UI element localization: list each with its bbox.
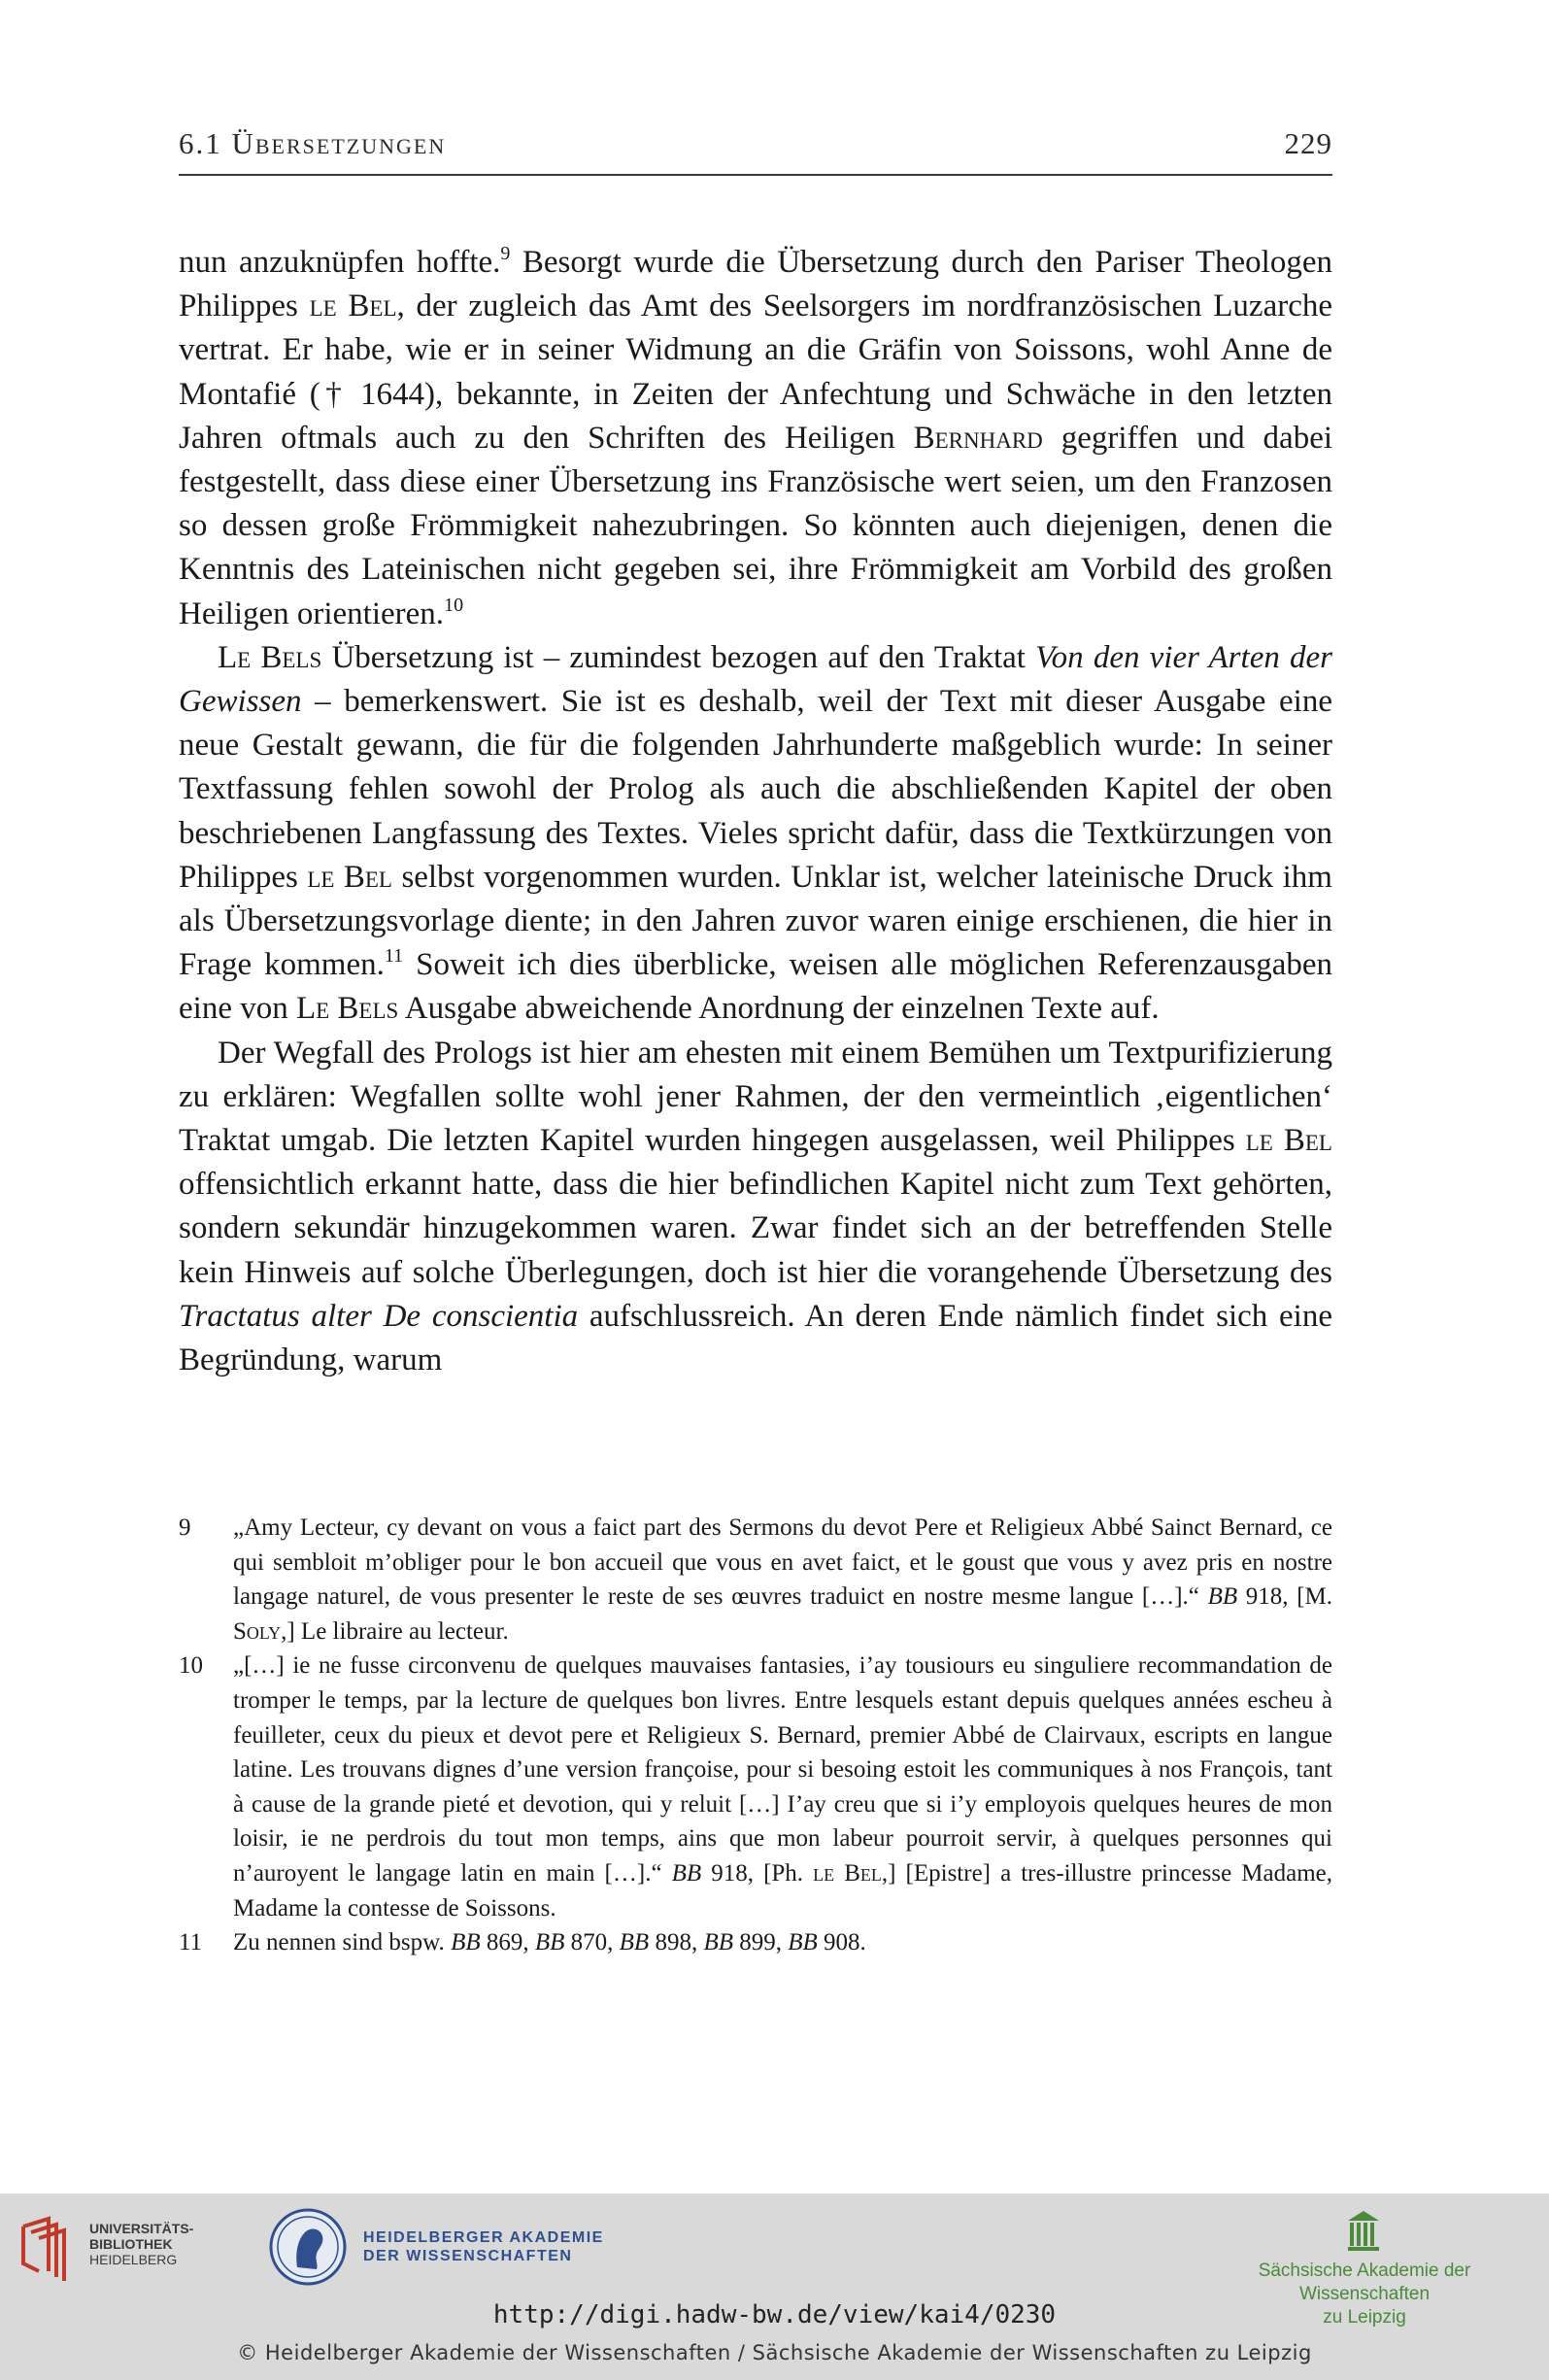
text-run: Soweit ich dies überblicke, weisen alle möglichen Referenzausgaben eine von: [179, 947, 1333, 1027]
ub-line: HEIDELBERG: [89, 2252, 178, 2267]
siglum: BB: [703, 1929, 733, 1956]
text-run: – bemerkenswert. Sie ist es deshalb, weil der Text mit dieser Ausgabe eine neue Gestalt gewann, die für die folgenden Jahrhunderte maßgeblich wurde: In seiner Textfassung fehlen sowohl der Prolog als auch die abschließenden Kapitel der oben beschriebenen Langfassung des Textes. Vieles spricht dafür, dass die Textkürzungen von Philippes: [179, 684, 1332, 895]
hadw-line: DER WISSENSCHAFTEN: [363, 2248, 573, 2264]
footnote-9: [179, 1511, 1332, 1649]
text-run: 918, [Ph.: [701, 1859, 814, 1887]
text-run: Übersetzung ist – zumindest bezogen auf den Traktat: [321, 639, 1036, 675]
footnote-text: [233, 1511, 1332, 1649]
text-run: selbst vorgenommen wurden. Unklar ist, welcher lateinische Druck ihm als Übersetzungsvorlage diente; in den Jahren zuvor waren einige erschienen, die hier in Frage kommen.: [179, 859, 1332, 983]
author-name: Le Bels: [295, 991, 399, 1027]
footnote-number: 9: [179, 1514, 191, 1541]
hadw-logo-text: [363, 2228, 604, 2265]
text-run: 869,: [480, 1929, 535, 1956]
author-name: le Bel: [309, 289, 397, 324]
author-name: Soly: [233, 1617, 282, 1645]
footnote-ref-9[interactable]: 9: [500, 243, 511, 264]
text-run: 899,: [733, 1929, 789, 1956]
paragraph-1: [179, 241, 1332, 636]
author-name: le Bel: [307, 859, 392, 895]
footnote-ref-11[interactable]: 11: [384, 945, 404, 968]
siglum: BB: [619, 1929, 650, 1956]
siglum: BB: [451, 1929, 481, 1956]
text-run: ,] [Epistre] a tres-illustre princesse Madame, Madame la contesse de Soissons.: [233, 1859, 1332, 1921]
header-rule: [179, 174, 1332, 176]
text-run: Zu nennen sind bspw.: [233, 1929, 452, 1956]
main-text: [179, 241, 1332, 1382]
copyright-notice: © Heidelberger Akademie der Wissenschaften / Sächsische Akademie der Wissenschaften zu Leipzig: [237, 2341, 1312, 2364]
text-run: „[…] ie ne fusse circonvenu de quelques mauvaises fantasies, i’ay tousiours eu singuliere recommandation de tromper le temps, par la lecture de quelques bon livres. Entre lesquels estant depuis quelques années escheu à feuilleter, ceux du pieux et devot pere et Religieux S. Bernard, premier Abbé de Clairvaux, escripts en langue latine. Les trouvans dignes d’une version françoise, pour si besoing estoit les communiques à nos François, tant à cause de la grande pieté et devotion, qui y reluit […] I’ay creu que si i’y employois quelques heures de mon loisir, ie ne perdrois du tout mon temps, ains que mon labeur pourroit servir, à quelques personnes qui n’auroyent le langage latin en main […].“: [233, 1652, 1332, 1887]
siglum: BB: [788, 1929, 818, 1956]
ub-line: BIBLIOTHEK: [89, 2236, 173, 2252]
ub-line: UNIVERSITÄTS-: [89, 2221, 194, 2236]
footnote-ref-10[interactable]: 10: [444, 594, 464, 616]
paragraph-2: [179, 636, 1332, 1032]
text-run: ,] Le libraire au lecteur.: [281, 1617, 509, 1645]
author-name: le Bel: [813, 1859, 882, 1887]
text-run: nun anzuknüpfen hoffte.: [179, 245, 501, 280]
footnote-10: [179, 1649, 1332, 1925]
footnote-number: 10: [179, 1652, 203, 1680]
footnotes: [179, 1511, 1332, 1960]
saw-line: zu Leipzig: [1323, 2307, 1406, 2328]
text-run: gegriffen und dabei festgestellt, dass diese einer Übersetzung ins Französische wert seien, um den Franzosen so dessen große Frömmigkeit nahezubringen. So könnten auch diejenigen, denen die Kenntnis des Lateinischen nicht gegeben sei, ihre Frömmigkeit am Vorbild des großen Heiligen orientieren.: [179, 420, 1333, 631]
paragraph-3: [179, 1032, 1332, 1383]
permalink-url[interactable]: http://digi.hadw-bw.de/view/kai4/0230: [492, 2300, 1057, 2329]
ub-logo-text: [89, 2221, 193, 2267]
author-name: Bernhard: [913, 420, 1043, 456]
footnote-text: [233, 1925, 1332, 1960]
text-run: „Amy Lecteur, cy devant on vous a faict part des Sermons du devot Pere et Religieux Abbé Sainct Bernard, ce qui sembloit m’obliger pour le bon accueil que vous en avet faict, et le goust que vous y avez pris en nostre langage naturel, de vous presenter le reste de ses œuvres traduict en nostre mesme langue […].“: [233, 1514, 1332, 1611]
siglum: BB: [1207, 1583, 1238, 1611]
footnote-11: [179, 1925, 1332, 1960]
section-title: 6.1 Übersetzungen: [179, 126, 447, 160]
work-title: Tractatus alter De conscientia: [179, 1298, 579, 1334]
page-number: 229: [1284, 126, 1332, 160]
siglum: BB: [671, 1859, 702, 1887]
text-run: 908.: [817, 1929, 866, 1956]
text-run: Der Wegfall des Prologs ist hier am ehesten mit einem Bemühen um Textpurifizierung zu erklären: Wegfallen sollte wohl jener Rahmen, der den vermeintlich ‚eigentlichen‘ Traktat umgab. Die letzten Kapitel wurden hingegen ausgelassen, weil Philippes: [179, 1035, 1332, 1159]
text-run: 898,: [649, 1929, 704, 1956]
text-run: 870,: [564, 1929, 620, 1956]
work-title: Von den vier Arten der Gewissen: [179, 639, 1332, 720]
text-run: Ausgabe abweichende Anordnung der einzelnen Texte auf.: [398, 991, 1160, 1027]
digitization-footer: [0, 2193, 1549, 2380]
hadw-seal-icon[interactable]: [268, 2207, 348, 2287]
saw-line: Sächsische Akademie der Wissenschaften: [1258, 2261, 1471, 2304]
hadw-line: HEIDELBERGER AKADEMIE: [363, 2229, 604, 2246]
text-run: offensichtlich erkannt hatte, dass die hier befindlichen Kapitel nicht zum Text gehörten, sondern sekundär hinzugekommen waren. Zwar findet sich an der betreffenden Stelle kein Hinweis auf solche Überlegungen, doch ist hier die vorangehende Übersetzung des: [179, 1167, 1332, 1290]
footnote-text: [233, 1649, 1332, 1925]
text-run: aufschlussreich. An deren Ende nämlich findet sich eine Begründung, warum: [179, 1298, 1333, 1378]
footnote-number: 11: [179, 1929, 203, 1956]
author-name: Le Bels: [218, 639, 322, 675]
running-head: [179, 126, 1332, 161]
text-run: Besorgt wurde die Übersetzung durch den Pariser Theologen Philippes: [179, 245, 1332, 324]
author-name: le Bel: [1245, 1123, 1332, 1159]
saw-building-icon[interactable]: [1346, 2209, 1381, 2252]
siglum: BB: [534, 1929, 565, 1956]
text-run: 918, [M.: [1237, 1583, 1332, 1611]
text-run: , der zugleich das Amt des Seelsorgers im nordfranzösischen Luzarche vertrat. Er habe, wie er in seiner Widmung an die Gräfin von Soissons, wohl Anne de Montafié († 1644), bekannte, in Zeiten der Anfechtung und Schwäche in den letzten Jahren oftmals auch zu den Schriften des Heiligen: [179, 289, 1332, 456]
